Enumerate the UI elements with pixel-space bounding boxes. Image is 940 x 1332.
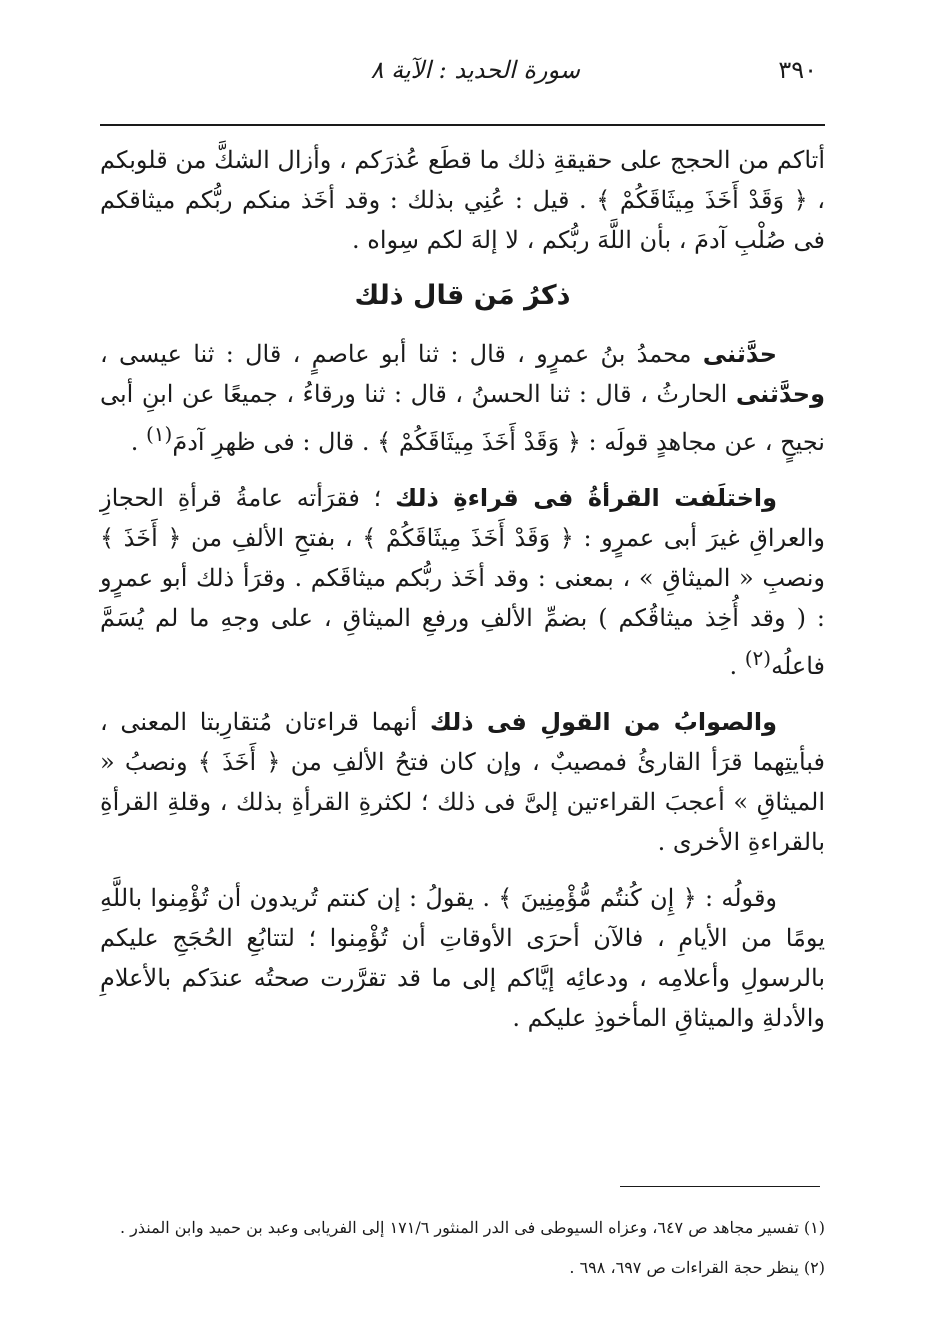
header-divider [100, 124, 825, 126]
main-text [100, 140, 825, 1054]
footnote-2: (٢) ينظر حجة القراءات ص ٦٩٧، ٦٩٨ . [569, 1258, 825, 1277]
paragraph-lead: وحدَّثنى [735, 380, 825, 408]
paragraph-lead: حدَّثنى [702, 340, 777, 368]
footnote-marker: (٢) [744, 646, 772, 670]
running-head [100, 50, 825, 98]
paragraph-lead: والصوابُ من القولِ فى ذلك [429, 708, 778, 736]
footnotes [100, 1208, 825, 1288]
running-title: سورة الحديد : الآية ٨ [370, 56, 580, 84]
paragraph-3 [100, 478, 825, 686]
footnote-marker: (١) [145, 422, 173, 446]
paragraph-text: محمدُ بنُ عمرٍو ، قال : ثنا أبو عاصمٍ ، قال : ثنا عيسى ، [100, 340, 703, 368]
footnote-divider [620, 1186, 820, 1187]
paragraph-text: . [130, 428, 146, 456]
paragraph-text: الحارثُ ، قال : ثنا الحسنُ ، قال : ثنا ورقاءُ ، جميعًا عن ابنِ أبى نجيحٍ ، عن مجاهدٍ قولَه : ﴿ وَقَدْ أَخَذَ مِيثَاقَكُمْ ﴾ . قال : فى ظهرِ آدمَ [100, 380, 825, 456]
paragraph-2 [100, 334, 825, 462]
paragraph-4 [100, 702, 825, 862]
paragraph-5: وقولُه : ﴿ إِن كُنتُم مُّؤْمِنِينَ ﴾ . يقولُ : إن كنتم تُريدون أن تُؤْمِنوا باللَّهِ يومًا من الأيامِ ، فالآن أحرَى الأوقاتِ أن تُؤْمِنوا ؛ لتتابُعِ الحُجَجِ عليكم بالرسولِ وأعلامِه ، ودعائِه إيَّاكم إلى ما قد تقرَّرت صحتُه عندَكم بالأعلامِ والأدلةِ والميثاقِ المأخوذِ عليكم . [100, 884, 825, 1032]
paragraph-text: أنهما قراءتان مُتقارِبتا المعنى ، فبأيتِهما قرَأ القارئُ فمصيبٌ ، وإن كان فتحُ الألفِ من ﴿ أَخَذَ ﴾ ونصبُ « الميثاقِ » أعجبَ القراءتين إلىَّ فى ذلك ؛ لكثرةِ القرأةِ بذلك ، وقلةِ القرأةِ بالقراءةِ الأخرى . [100, 708, 825, 856]
footnote-1: (١) تفسير مجاهد ص ٦٤٧، وعزاه السيوطى فى الدر المنثور ١٧١/٦ إلى الفريابى وعبد بن حميد وابن المنذر . [119, 1218, 825, 1237]
paragraph-text: ؛ فقرَأته عامةُ قرأةِ الحجازِ والعراقِ غيرَ أبى عمرٍو : ﴿ وَقَدْ أَخَذَ مِيثَاقَكُمْ ﴾ ، بفتحِ الألفِ من ﴿ أَخَذَ ﴾ ونصبِ « الميثاقِ » ، بمعنى : وقد أخَذ ربُّكم ميثاقَكم . وقرَأ ذلك أبو عمرٍو : ( وقد أُخِذ ميثاقُكم ) بضمِّ الألفِ ورفعِ الميثاقِ ، على وجهِ ما لم يُسَمَّ فاعلُه [100, 484, 825, 680]
paragraph-lead: واختلَفت القرأةُ فى قراءةِ ذلك [395, 484, 778, 512]
section-heading: ذكرُ مَن قال ذلك [354, 280, 571, 311]
page-number: ٣٩٠ [778, 56, 817, 84]
paragraph-1: أتاكم من الحجج على حقيقةِ ذلك ما قطَع عُذرَكم ، وأزال الشكَّ من قلوبكم ، ﴿ وَقَدْ أَخَذَ مِيثَاقَكُمْ ﴾ . قيل : عُنِي بذلك : وقد أخَذ منكم ربُّكم ميثاقكم فى صُلْبِ آدمَ ، بأن اللَّهَ ربُّكم ، لا إلهَ لكم سِواه . [100, 146, 825, 254]
paragraph-text: . [729, 652, 745, 680]
